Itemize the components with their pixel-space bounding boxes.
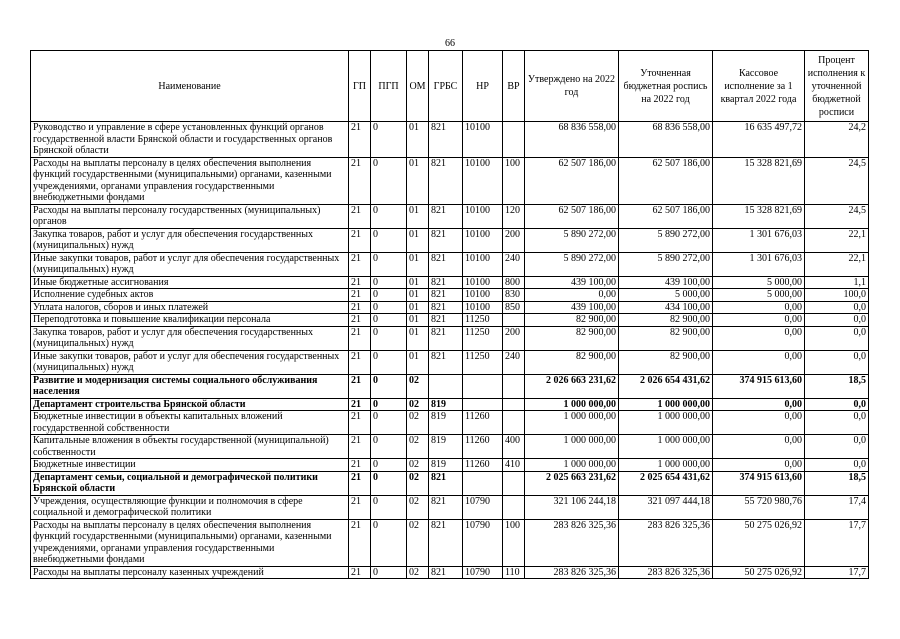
table-cell-name: Капитальные вложения в объекты государственной (муниципальной) собственности [31, 435, 349, 459]
table-cell-grbs: 821 [429, 228, 463, 252]
table-cell-cash: 50 275 026,92 [713, 519, 805, 566]
table-cell-vr: 410 [503, 459, 525, 472]
table-row [31, 301, 869, 314]
table-cell-ppgp: 0 [371, 519, 407, 566]
table-cell-nr: 10100 [463, 301, 503, 314]
header-vr: ВР [503, 51, 525, 122]
table-cell-name: Департамент строительства Брянской области [31, 398, 349, 411]
table-row [31, 459, 869, 472]
table-cell-om: 02 [407, 374, 429, 398]
table-cell-cash: 0,00 [713, 301, 805, 314]
header-refined: Уточненная бюджетная роспись на 2022 год [619, 51, 713, 122]
table-cell-cash: 0,00 [713, 435, 805, 459]
table-cell-refined: 283 826 325,36 [619, 566, 713, 579]
table-row [31, 435, 869, 459]
table-row [31, 314, 869, 327]
table-cell-approved: 5 890 272,00 [525, 252, 619, 276]
table-cell-approved: 1 000 000,00 [525, 459, 619, 472]
table-cell-percent: 0,0 [805, 314, 869, 327]
table-cell-gp: 21 [349, 276, 371, 289]
table-row [31, 398, 869, 411]
table-cell-name: Уплата налогов, сборов и иных платежей [31, 301, 349, 314]
table-cell-grbs: 819 [429, 398, 463, 411]
table-cell-cash: 0,00 [713, 398, 805, 411]
table-cell-om: 01 [407, 289, 429, 302]
table-cell-vr [503, 411, 525, 435]
table-cell-gp: 21 [349, 435, 371, 459]
table-cell-gp: 21 [349, 411, 371, 435]
table-cell-name: Расходы на выплаты персоналу в целях обеспечения выполнения функций государственными (муниципальными) органами, казенными учреждениями, органами управления государственными внебюджетными фондами [31, 519, 349, 566]
table-cell-grbs: 821 [429, 276, 463, 289]
table-row [31, 326, 869, 350]
table-cell-ppgp: 0 [371, 459, 407, 472]
table-cell-grbs: 821 [429, 314, 463, 327]
table-cell-gp: 21 [349, 289, 371, 302]
table-cell-nr: 11250 [463, 314, 503, 327]
table-cell-nr: 10100 [463, 122, 503, 158]
table-cell-gp: 21 [349, 326, 371, 350]
table-cell-om: 02 [407, 459, 429, 472]
table-cell-om: 02 [407, 411, 429, 435]
table-cell-refined: 68 836 558,00 [619, 122, 713, 158]
table-cell-ppgp: 0 [371, 350, 407, 374]
table-cell-om: 02 [407, 435, 429, 459]
table-cell-grbs: 821 [429, 350, 463, 374]
table-cell-gp: 21 [349, 350, 371, 374]
table-cell-cash: 15 328 821,69 [713, 204, 805, 228]
table-cell-om: 01 [407, 314, 429, 327]
table-cell-nr: 11260 [463, 459, 503, 472]
table-cell-percent: 0,0 [805, 326, 869, 350]
table-cell-cash: 0,00 [713, 459, 805, 472]
table-cell-nr: 11260 [463, 435, 503, 459]
table-cell-name: Департамент семьи, социальной и демографической политики Брянской области [31, 471, 349, 495]
table-cell-gp: 21 [349, 459, 371, 472]
table-row [31, 204, 869, 228]
table-cell-gp: 21 [349, 374, 371, 398]
table-row [31, 495, 869, 519]
table-row [31, 350, 869, 374]
table-cell-nr [463, 374, 503, 398]
table-cell-name: Закупка товаров, работ и услуг для обеспечения государственных (муниципальных) нужд [31, 228, 349, 252]
table-cell-refined: 1 000 000,00 [619, 411, 713, 435]
table-cell-cash: 1 301 676,03 [713, 252, 805, 276]
table-cell-ppgp: 0 [371, 495, 407, 519]
table-cell-nr: 10100 [463, 228, 503, 252]
table-cell-ppgp: 0 [371, 252, 407, 276]
header-percent: Процент исполнения к уточненной бюджетной росписи [805, 51, 869, 122]
table-cell-cash: 50 275 026,92 [713, 566, 805, 579]
table-cell-refined: 5 890 272,00 [619, 252, 713, 276]
table-cell-approved: 2 026 663 231,62 [525, 374, 619, 398]
table-cell-om: 01 [407, 301, 429, 314]
table-cell-ppgp: 0 [371, 398, 407, 411]
table-cell-om: 02 [407, 519, 429, 566]
table-cell-om: 01 [407, 350, 429, 374]
table-cell-gp: 21 [349, 398, 371, 411]
table-cell-refined: 5 000,00 [619, 289, 713, 302]
table-cell-refined: 283 826 325,36 [619, 519, 713, 566]
table-cell-om: 01 [407, 326, 429, 350]
table-cell-cash: 5 000,00 [713, 276, 805, 289]
table-cell-om: 02 [407, 566, 429, 579]
table-cell-vr: 120 [503, 204, 525, 228]
table-cell-vr: 100 [503, 157, 525, 204]
table-cell-refined: 1 000 000,00 [619, 459, 713, 472]
table-cell-name: Расходы на выплаты персоналу в целях обеспечения выполнения функций государственными (муниципальными) органами, казенными учреждениями, органами управления государственными внебюджетными фондами [31, 157, 349, 204]
header-row [31, 51, 869, 122]
table-cell-om: 02 [407, 495, 429, 519]
table-cell-refined: 62 507 186,00 [619, 157, 713, 204]
table-row [31, 519, 869, 566]
table-cell-ppgp: 0 [371, 289, 407, 302]
table-cell-vr: 850 [503, 301, 525, 314]
table-cell-approved: 283 826 325,36 [525, 519, 619, 566]
table-row [31, 122, 869, 158]
table-cell-cash: 0,00 [713, 326, 805, 350]
table-cell-cash: 0,00 [713, 350, 805, 374]
table-cell-gp: 21 [349, 471, 371, 495]
table-cell-grbs: 819 [429, 435, 463, 459]
table-cell-grbs: 821 [429, 519, 463, 566]
table-cell-approved: 82 900,00 [525, 350, 619, 374]
table-cell-name: Бюджетные инвестиции в объекты капитальных вложений государственной собственности [31, 411, 349, 435]
table-cell-vr [503, 398, 525, 411]
table-row [31, 471, 869, 495]
table-cell-refined: 2 026 654 431,62 [619, 374, 713, 398]
table-cell-percent: 0,0 [805, 350, 869, 374]
table-cell-nr: 10100 [463, 276, 503, 289]
table-cell-cash: 15 328 821,69 [713, 157, 805, 204]
table-cell-grbs: 821 [429, 326, 463, 350]
table-cell-vr [503, 122, 525, 158]
table-cell-name: Бюджетные инвестиции [31, 459, 349, 472]
table-cell-om: 01 [407, 204, 429, 228]
table-cell-gp: 21 [349, 301, 371, 314]
table-cell-ppgp: 0 [371, 314, 407, 327]
table-cell-refined: 62 507 186,00 [619, 204, 713, 228]
table-cell-nr: 10100 [463, 252, 503, 276]
table-cell-ppgp: 0 [371, 566, 407, 579]
table-cell-ppgp: 0 [371, 435, 407, 459]
table-cell-approved: 2 025 663 231,62 [525, 471, 619, 495]
table-cell-name: Развитие и модернизация системы социального обслуживания населения [31, 374, 349, 398]
table-cell-name: Иные бюджетные ассигнования [31, 276, 349, 289]
table-cell-percent: 24,2 [805, 122, 869, 158]
table-row [31, 157, 869, 204]
table-cell-approved: 1 000 000,00 [525, 398, 619, 411]
table-cell-vr: 110 [503, 566, 525, 579]
header-grbs: ГРБС [429, 51, 463, 122]
table-cell-ppgp: 0 [371, 301, 407, 314]
table-cell-approved: 439 100,00 [525, 301, 619, 314]
table-cell-percent: 24,5 [805, 204, 869, 228]
table-cell-ppgp: 0 [371, 204, 407, 228]
table-cell-percent: 17,7 [805, 519, 869, 566]
table-cell-refined: 5 890 272,00 [619, 228, 713, 252]
table-cell-percent: 0,0 [805, 301, 869, 314]
table-cell-name: Учреждения, осуществляющие функции и полномочия в сфере социальной и демографической политики [31, 495, 349, 519]
table-row [31, 252, 869, 276]
table-cell-nr: 11250 [463, 350, 503, 374]
table-cell-refined: 1 000 000,00 [619, 398, 713, 411]
table-cell-om: 01 [407, 122, 429, 158]
table-cell-percent: 0,0 [805, 435, 869, 459]
table-cell-percent: 17,4 [805, 495, 869, 519]
table-cell-ppgp: 0 [371, 411, 407, 435]
table-cell-nr: 11250 [463, 326, 503, 350]
table-cell-percent: 0,0 [805, 459, 869, 472]
table-cell-cash: 16 635 497,72 [713, 122, 805, 158]
table-cell-gp: 21 [349, 204, 371, 228]
table-cell-grbs: 819 [429, 459, 463, 472]
table-cell-name: Переподготовка и повышение квалификации персонала [31, 314, 349, 327]
table-cell-grbs: 821 [429, 204, 463, 228]
table-cell-percent: 24,5 [805, 157, 869, 204]
table-cell-vr: 800 [503, 276, 525, 289]
table-cell-refined: 82 900,00 [619, 314, 713, 327]
table-cell-approved: 62 507 186,00 [525, 157, 619, 204]
table-cell-vr: 400 [503, 435, 525, 459]
table-cell-gp: 21 [349, 252, 371, 276]
budget-table [30, 50, 869, 579]
table-cell-percent: 17,7 [805, 566, 869, 579]
table-cell-refined: 1 000 000,00 [619, 435, 713, 459]
table-cell-grbs: 821 [429, 566, 463, 579]
table-cell-nr: 11260 [463, 411, 503, 435]
table-cell-grbs [429, 374, 463, 398]
table-cell-cash: 0,00 [713, 411, 805, 435]
header-nr: НР [463, 51, 503, 122]
table-cell-grbs: 819 [429, 411, 463, 435]
table-cell-ppgp: 0 [371, 122, 407, 158]
table-cell-percent: 18,5 [805, 374, 869, 398]
page-number: 66 [445, 38, 455, 49]
table-cell-approved: 62 507 186,00 [525, 204, 619, 228]
table-cell-vr: 240 [503, 252, 525, 276]
table-cell-om: 02 [407, 471, 429, 495]
table-cell-grbs: 821 [429, 301, 463, 314]
table-cell-cash: 55 720 980,76 [713, 495, 805, 519]
table-row [31, 411, 869, 435]
table-cell-cash: 374 915 613,60 [713, 471, 805, 495]
table-cell-ppgp: 0 [371, 276, 407, 289]
table-cell-ppgp: 0 [371, 471, 407, 495]
header-ppgp: ПГП [371, 51, 407, 122]
table-cell-approved: 1 000 000,00 [525, 411, 619, 435]
table-cell-nr [463, 398, 503, 411]
table-row [31, 289, 869, 302]
table-row [31, 228, 869, 252]
table-cell-grbs: 821 [429, 495, 463, 519]
table-cell-percent: 0,0 [805, 398, 869, 411]
table-cell-om: 01 [407, 252, 429, 276]
table-cell-approved: 321 106 244,18 [525, 495, 619, 519]
header-om: ОМ [407, 51, 429, 122]
table-cell-grbs: 821 [429, 122, 463, 158]
table-cell-grbs: 821 [429, 252, 463, 276]
table-row [31, 566, 869, 579]
table-cell-gp: 21 [349, 228, 371, 252]
table-cell-cash: 374 915 613,60 [713, 374, 805, 398]
table-cell-gp: 21 [349, 519, 371, 566]
header-gp: ГП [349, 51, 371, 122]
table-cell-nr: 10100 [463, 157, 503, 204]
table-cell-percent: 22,1 [805, 252, 869, 276]
header-cash: Кассовое исполнение за 1 квартал 2022 года [713, 51, 805, 122]
table-cell-vr: 200 [503, 326, 525, 350]
table-cell-name: Иные закупки товаров, работ и услуг для обеспечения государственных (муниципальных) нужд [31, 252, 349, 276]
table-cell-vr [503, 471, 525, 495]
table-cell-gp: 21 [349, 495, 371, 519]
table-cell-refined: 82 900,00 [619, 326, 713, 350]
table-cell-approved: 1 000 000,00 [525, 435, 619, 459]
table-row [31, 276, 869, 289]
table-cell-refined: 434 100,00 [619, 301, 713, 314]
header-name: Наименование [31, 51, 349, 122]
table-cell-percent: 0,0 [805, 411, 869, 435]
table-row [31, 374, 869, 398]
header-approved: Утверждено на 2022 год [525, 51, 619, 122]
table-cell-om: 02 [407, 398, 429, 411]
table-cell-grbs: 821 [429, 289, 463, 302]
table-cell-name: Иные закупки товаров, работ и услуг для обеспечения государственных (муниципальных) нужд [31, 350, 349, 374]
table-cell-approved: 82 900,00 [525, 314, 619, 327]
table-cell-approved: 82 900,00 [525, 326, 619, 350]
table-cell-percent: 100,0 [805, 289, 869, 302]
table-cell-name: Руководство и управление в сфере установленных функций органов государственной власти Брянской области и государственных органов Брянской области [31, 122, 349, 158]
table-cell-approved: 68 836 558,00 [525, 122, 619, 158]
table-cell-approved: 5 890 272,00 [525, 228, 619, 252]
table-cell-gp: 21 [349, 122, 371, 158]
table-cell-grbs: 821 [429, 157, 463, 204]
table-cell-vr [503, 314, 525, 327]
table-cell-percent: 22,1 [805, 228, 869, 252]
table-cell-om: 01 [407, 157, 429, 204]
table-cell-approved: 283 826 325,36 [525, 566, 619, 579]
table-cell-ppgp: 0 [371, 326, 407, 350]
table-cell-nr: 10790 [463, 519, 503, 566]
table-cell-approved: 439 100,00 [525, 276, 619, 289]
table-cell-refined: 321 097 444,18 [619, 495, 713, 519]
table-cell-percent: 1,1 [805, 276, 869, 289]
table-cell-gp: 21 [349, 566, 371, 579]
table-cell-om: 01 [407, 276, 429, 289]
table-cell-ppgp: 0 [371, 374, 407, 398]
table-cell-vr: 830 [503, 289, 525, 302]
table-cell-refined: 82 900,00 [619, 350, 713, 374]
table-cell-vr: 200 [503, 228, 525, 252]
table-cell-ppgp: 0 [371, 228, 407, 252]
table-cell-grbs: 821 [429, 471, 463, 495]
table-cell-vr: 240 [503, 350, 525, 374]
table-cell-om: 01 [407, 228, 429, 252]
table-cell-nr: 10100 [463, 289, 503, 302]
table-cell-cash: 0,00 [713, 314, 805, 327]
table-cell-cash: 1 301 676,03 [713, 228, 805, 252]
table-cell-gp: 21 [349, 157, 371, 204]
table-cell-approved: 0,00 [525, 289, 619, 302]
table-cell-refined: 439 100,00 [619, 276, 713, 289]
table-cell-name: Закупка товаров, работ и услуг для обеспечения государственных (муниципальных) нужд [31, 326, 349, 350]
table-cell-ppgp: 0 [371, 157, 407, 204]
table-cell-refined: 2 025 654 431,62 [619, 471, 713, 495]
table-cell-vr [503, 495, 525, 519]
table-cell-name: Расходы на выплаты персоналу казенных учреждений [31, 566, 349, 579]
table-cell-nr: 10790 [463, 495, 503, 519]
table-cell-cash: 5 000,00 [713, 289, 805, 302]
table-cell-name: Расходы на выплаты персоналу государственных (муниципальных) органов [31, 204, 349, 228]
table-cell-vr [503, 374, 525, 398]
table-cell-nr [463, 471, 503, 495]
table-cell-name: Исполнение судебных актов [31, 289, 349, 302]
table-cell-nr: 10100 [463, 204, 503, 228]
table-cell-nr: 10790 [463, 566, 503, 579]
table-cell-vr: 100 [503, 519, 525, 566]
table-cell-percent: 18,5 [805, 471, 869, 495]
table-cell-gp: 21 [349, 314, 371, 327]
